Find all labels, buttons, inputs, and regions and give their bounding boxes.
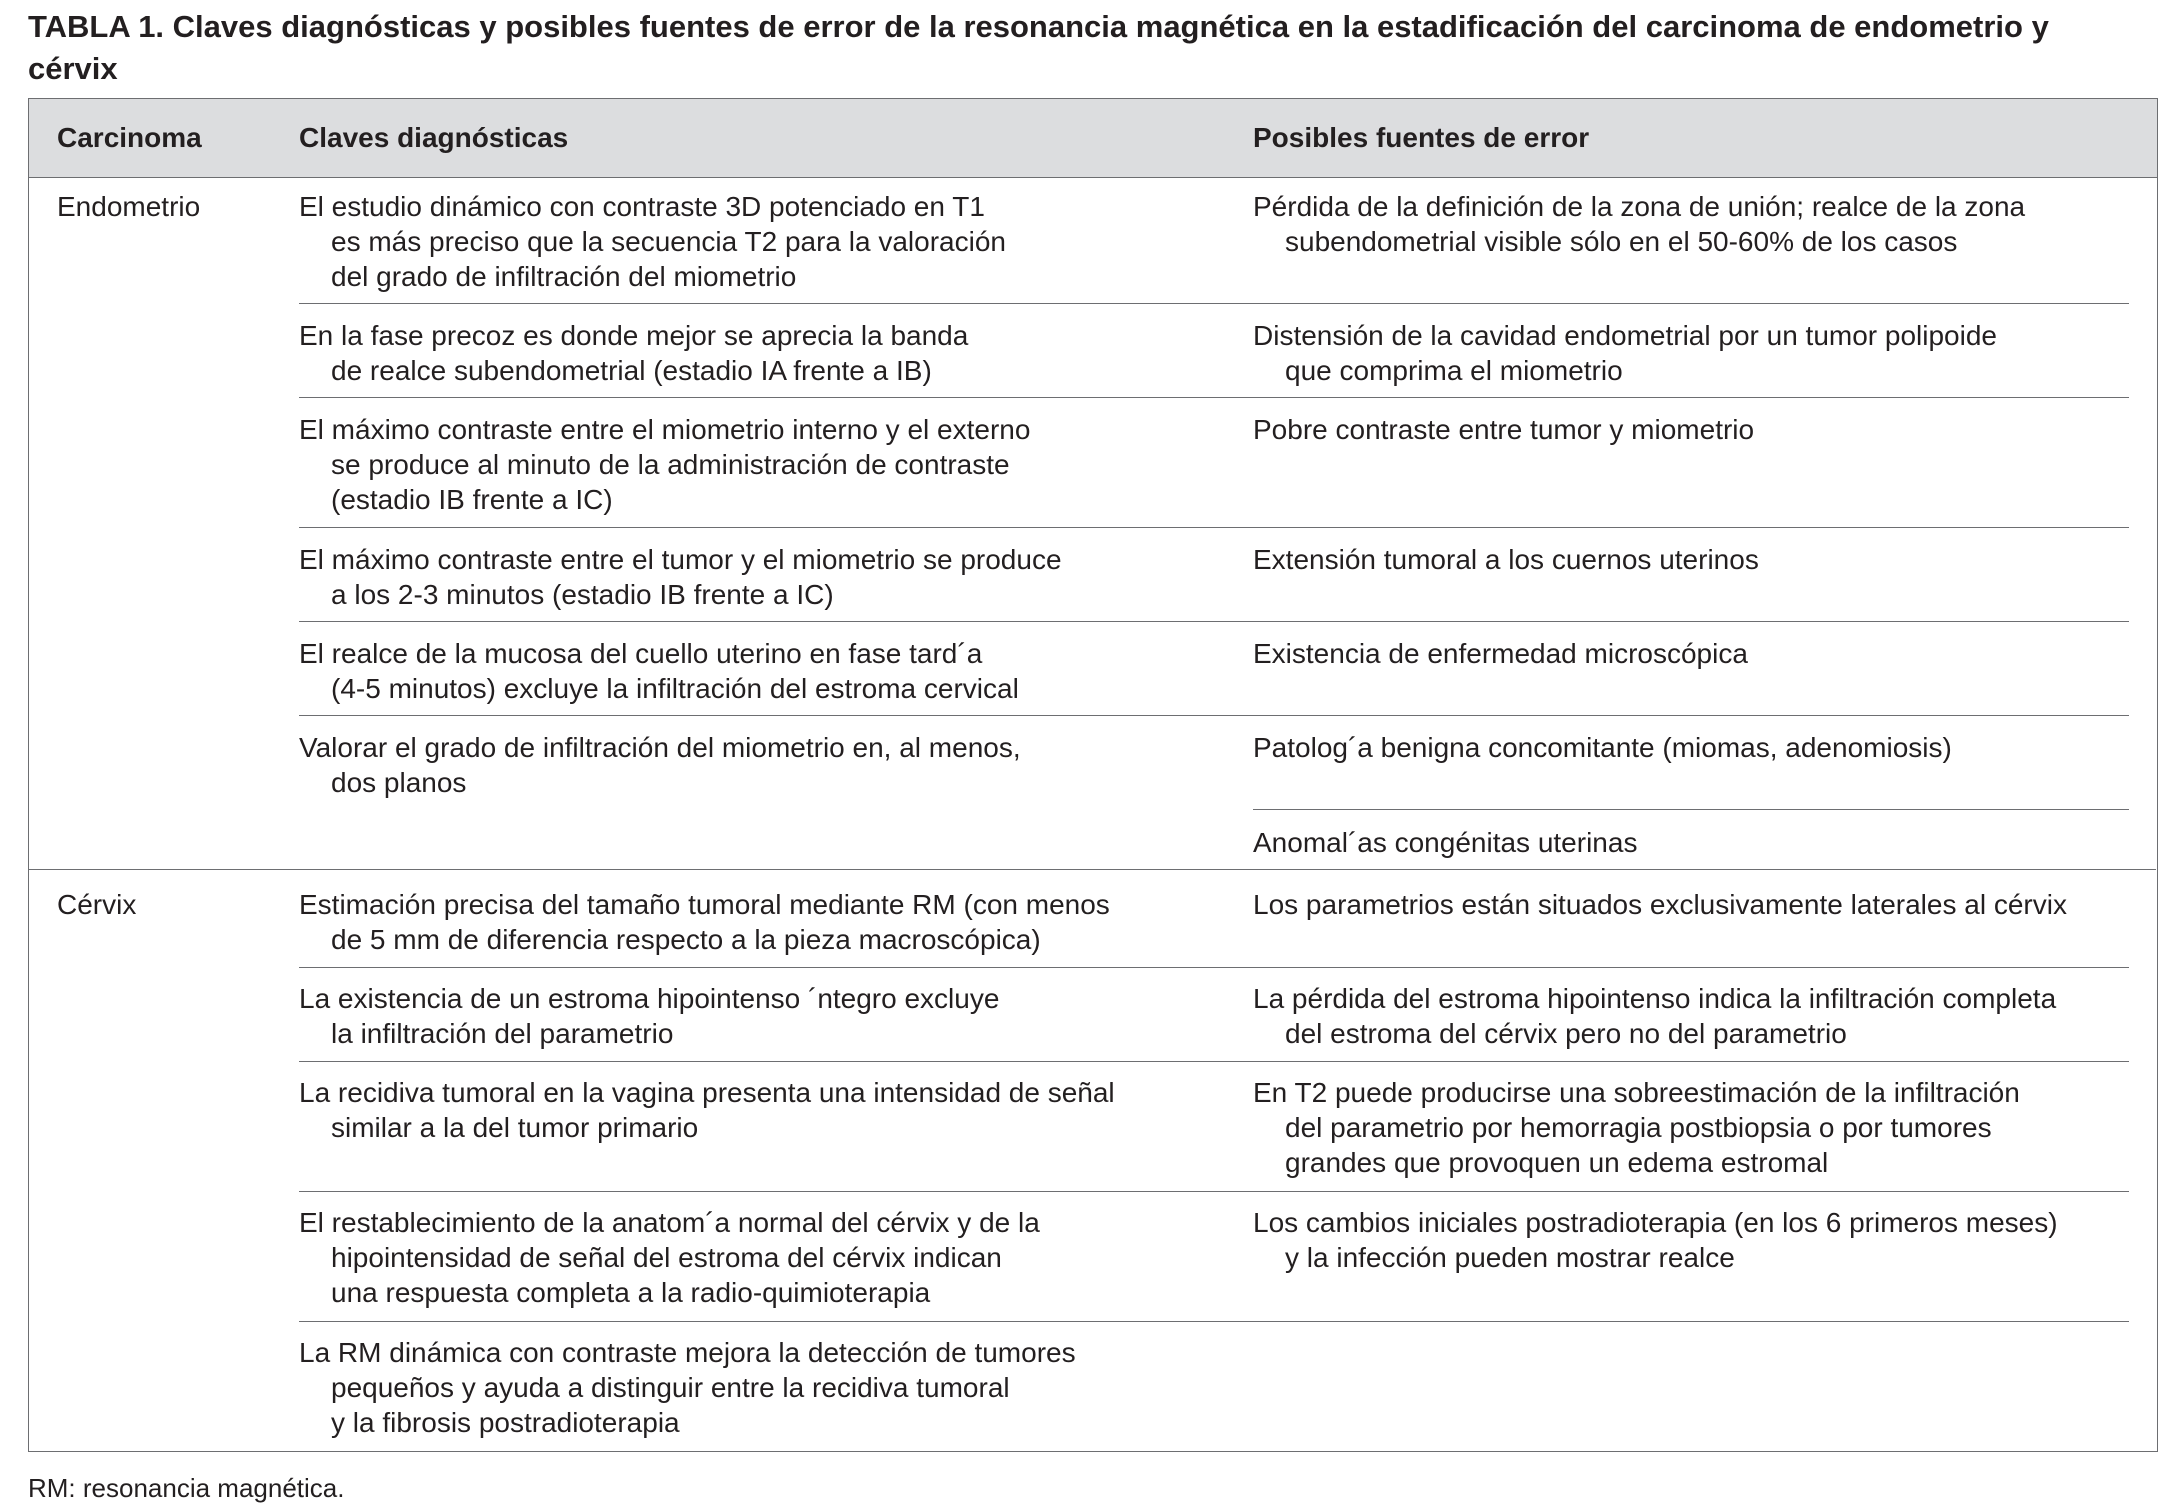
claves-cell-line: El máximo contraste entre el miometrio interno y el externo (299, 414, 1031, 445)
row-divider (299, 967, 2129, 968)
claves-cell-line: pequeños y ayuda a distinguir entre la recidiva tumoral (331, 1372, 1010, 1403)
errores-cell-line: grandes que provoquen un edema estromal (1285, 1147, 1829, 1178)
claves-cell-line: de realce subendometrial (estadio IA frente a IB) (331, 355, 932, 386)
errores-cell (1253, 636, 1748, 671)
header-carcinoma: Carcinoma (57, 122, 202, 153)
errores-cell-line: Anomal´as congénitas uterinas (1253, 827, 1638, 858)
claves-cell-line: (4-5 minutos) excluye la infiltración del estroma cervical (331, 673, 1019, 704)
row-divider (29, 869, 2156, 870)
claves-cell-line: El estudio dinámico con contraste 3D potenciado en T1 (299, 191, 985, 222)
claves-cell-line: Valorar el grado de infiltración del miometrio en, al menos, (299, 732, 1021, 763)
errores-cell-line: Distensión de la cavidad endometrial por un tumor polipoide (1253, 320, 1997, 351)
claves-cell-line: se produce al minuto de la administración de contraste (331, 449, 1010, 480)
claves-cell-line: El restablecimiento de la anatom´a normal del cérvix y de la (299, 1207, 1040, 1238)
diagnostic-table (28, 98, 2158, 1452)
errores-cell-line: Patolog´a benigna concomitante (miomas, adenomiosis) (1253, 732, 1952, 763)
errores-cell-line: Los parametrios están situados exclusivamente laterales al cérvix (1253, 889, 2067, 920)
row-divider (299, 397, 2129, 398)
claves-cell (299, 412, 1030, 517)
claves-cell-line: una respuesta completa a la radio-quimioterapia (331, 1277, 931, 1308)
claves-cell-line: Estimación precisa del tamaño tumoral mediante RM (con menos (299, 889, 1110, 920)
errores-cell-line: La pérdida del estroma hipointenso indica la infiltración completa (1253, 983, 2057, 1014)
errores-cell (1253, 1075, 2020, 1180)
row-divider (1253, 809, 2129, 810)
errores-cell-line: En T2 puede producirse una sobreestimación de la infiltración (1253, 1077, 2020, 1108)
errores-cell (1253, 189, 2025, 259)
errores-cell (1253, 730, 1952, 765)
claves-cell (299, 887, 1110, 957)
claves-cell-line: del grado de infiltración del miometrio (331, 261, 797, 292)
claves-cell (299, 730, 1021, 800)
errores-cell-line: y la infección pueden mostrar realce (1285, 1242, 1735, 1273)
claves-cell-line: El máximo contraste entre el tumor y el miometrio se produce (299, 544, 1062, 575)
claves-cell-line: (estadio IB frente a IC) (331, 484, 613, 515)
errores-cell-line: del parametrio por hemorragia postbiopsia o por tumores (1285, 1112, 1992, 1143)
errores-cell-line: Existencia de enfermedad microscópica (1253, 638, 1748, 669)
group-label-endometrio: Endometrio (57, 191, 201, 222)
claves-cell (299, 1075, 1115, 1145)
claves-cell-line: similar a la del tumor primario (331, 1112, 699, 1143)
errores-cell-line: Pobre contraste entre tumor y miometrio (1253, 414, 1755, 445)
errores-cell-line: Los cambios iniciales postradioterapia (en los 6 primeros meses) (1253, 1207, 2058, 1238)
claves-cell-line: es más preciso que la secuencia T2 para la valoración (331, 226, 1006, 257)
errores-cell-line: Extensión tumoral a los cuernos uterinos (1253, 544, 1759, 575)
row-divider (299, 621, 2129, 622)
errores-cell-line: subendometrial visible sólo en el 50-60% de los casos (1285, 226, 1958, 257)
errores-cell (1253, 825, 1637, 860)
claves-cell-line: a los 2-3 minutos (estadio IB frente a IC) (331, 579, 834, 610)
claves-cell (299, 981, 999, 1051)
claves-cell-line: dos planos (331, 767, 467, 798)
header-errores: Posibles fuentes de error (1253, 122, 1590, 153)
claves-cell-line: y la fibrosis postradioterapia (331, 1407, 680, 1438)
claves-cell (299, 1335, 1076, 1440)
errores-cell (1253, 542, 1759, 577)
table-header-row (29, 99, 2157, 178)
row-divider (299, 1321, 2129, 1322)
errores-cell (1253, 981, 2056, 1051)
claves-cell (299, 636, 1019, 706)
claves-cell-line: de 5 mm de diferencia respecto a la pieza macroscópica) (331, 924, 1041, 955)
errores-cell (1253, 412, 1754, 447)
errores-cell-line: que comprima el miometrio (1285, 355, 1623, 386)
claves-cell-line: La existencia de un estroma hipointenso ´ntegro excluye (299, 983, 1000, 1014)
claves-cell (299, 1205, 1040, 1310)
claves-cell-line: La recidiva tumoral en la vagina presenta una intensidad de señal (299, 1077, 1115, 1108)
table-title: TABLA 1. Claves diagnósticas y posibles fuentes de error de la resonancia magnética en la estadificación del carcinoma de endometrio y cérvix (28, 9, 2049, 86)
claves-cell (299, 318, 968, 388)
claves-cell-line: La RM dinámica con contraste mejora la detección de tumores (299, 1337, 1076, 1368)
claves-cell-line: El realce de la mucosa del cuello uterino en fase tard´a (299, 638, 983, 669)
claves-cell (299, 189, 1006, 294)
claves-cell-line: hipointensidad de señal del estroma del cérvix indican (331, 1242, 1002, 1273)
group-label-cervix: Cérvix (57, 889, 137, 920)
row-divider (299, 715, 2129, 716)
claves-cell-line: la infiltración del parametrio (331, 1018, 674, 1049)
row-divider (299, 1061, 2129, 1062)
row-divider (299, 303, 2129, 304)
header-claves: Claves diagnósticas (299, 122, 569, 153)
row-divider (299, 527, 2129, 528)
errores-cell (1253, 887, 2067, 922)
errores-cell-line: Pérdida de la definición de la zona de unión; realce de la zona (1253, 191, 2026, 222)
errores-cell (1253, 318, 1997, 388)
errores-cell (1253, 1205, 2058, 1275)
footnote: RM: resonancia magnética. (28, 1473, 345, 1503)
claves-cell (299, 542, 1062, 612)
row-divider (299, 1191, 2129, 1192)
claves-cell-line: En la fase precoz es donde mejor se aprecia la banda (299, 320, 969, 351)
errores-cell-line: del estroma del cérvix pero no del parametrio (1285, 1018, 1847, 1049)
